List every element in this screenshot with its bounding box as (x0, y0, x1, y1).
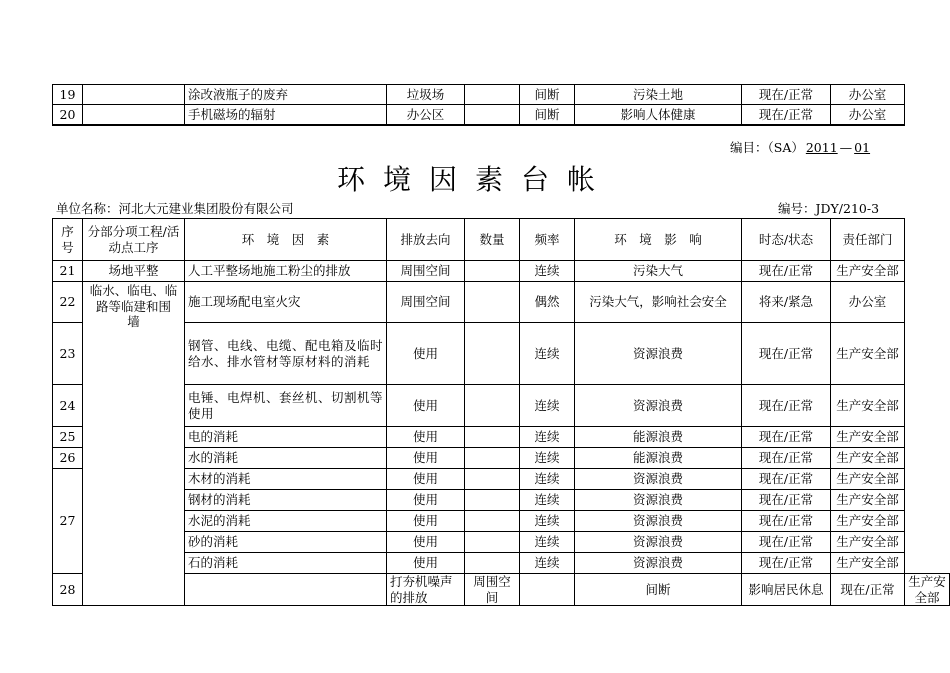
qty-cell (465, 511, 520, 532)
header-freq: 频率 (520, 219, 575, 261)
impact-cell: 能源浪费 (575, 427, 742, 448)
discharge-cell: 垃圾场 (387, 85, 465, 105)
factor-cell: 钢管、电线、电缆、配电箱及临时给水、排水管材等原材料的消耗 (185, 323, 387, 385)
row-no: 22 (53, 282, 83, 323)
table-row (53, 282, 950, 323)
qty-cell (520, 574, 575, 606)
dept-cell: 办公室 (831, 282, 905, 323)
factor-cell: 涂改液瓶子的废弃 (185, 85, 387, 105)
header-status: 时态/状态 (742, 219, 831, 261)
factor-cell: 钢材的消耗 (185, 490, 387, 511)
freq-cell: 连续 (520, 469, 575, 490)
discharge-cell: 使用 (387, 490, 465, 511)
document-number: 编号：JDY/210-3 (778, 201, 880, 216)
discharge-cell: 使用 (387, 511, 465, 532)
status-cell: 现在/正常 (742, 448, 831, 469)
dept-cell: 生产安全部 (831, 469, 905, 490)
freq-cell: 连续 (520, 448, 575, 469)
impact-cell: 资源浪费 (575, 469, 742, 490)
discharge-cell: 使用 (387, 553, 465, 574)
table-row (53, 323, 950, 385)
header-work: 分部分项工程/活动点工序 (83, 219, 185, 261)
impact-cell: 污染大气，影响社会安全 (575, 282, 742, 323)
catalog-year: 2011 (805, 140, 838, 155)
work-cell: 临水、临电、临路等临建和围 墙 (83, 282, 185, 606)
row-no: 28 (53, 574, 83, 606)
freq-cell: 连续 (520, 323, 575, 385)
qty-cell (465, 85, 520, 105)
table-row (53, 261, 950, 282)
discharge-cell: 使用 (387, 427, 465, 448)
status-cell: 现在/正常 (742, 261, 831, 282)
dept-cell: 生产安全部 (905, 574, 950, 606)
freq-cell: 连续 (520, 490, 575, 511)
status-cell: 现在/正常 (742, 511, 831, 532)
factor-cell: 手机磁场的辐射 (185, 105, 387, 126)
factor-cell: 电锤、电焊机、套丝机、切割机等使用 (185, 385, 387, 427)
row-no: 23 (53, 323, 83, 385)
discharge-cell: 使用 (387, 532, 465, 553)
qty-cell (465, 261, 520, 282)
status-cell: 现在/正常 (742, 469, 831, 490)
qty-cell (465, 385, 520, 427)
status-cell: 现在/正常 (742, 427, 831, 448)
factor-cell: 石的消耗 (185, 553, 387, 574)
factor-cell: 打夯机噪声的排放 (387, 574, 465, 606)
table-row (53, 105, 905, 126)
freq-cell: 连续 (520, 385, 575, 427)
row-no: 26 (53, 448, 83, 469)
row-no: 27 (53, 469, 83, 574)
discharge-cell: 使用 (387, 385, 465, 427)
table-row (53, 448, 950, 469)
impact-cell: 资源浪费 (575, 385, 742, 427)
dept-cell: 生产安全部 (831, 553, 905, 574)
discharge-cell: 使用 (387, 323, 465, 385)
freq-cell: 连续 (520, 261, 575, 282)
factor-cell: 水泥的消耗 (185, 511, 387, 532)
dept-cell: 生产安全部 (831, 448, 905, 469)
status-cell: 将来/紧急 (742, 282, 831, 323)
freq-cell: 偶然 (520, 282, 575, 323)
qty-cell (465, 469, 520, 490)
impact-cell: 资源浪费 (575, 511, 742, 532)
work-cell (83, 85, 185, 105)
impact-cell: 能源浪费 (575, 448, 742, 469)
unit-name: 单位名称：河北大元建业集团股份有限公司 (56, 201, 294, 216)
qty-cell (465, 427, 520, 448)
qty-cell (465, 323, 520, 385)
header-factor: 环 境 因 素 (185, 219, 387, 261)
factor-cell: 木材的消耗 (185, 469, 387, 490)
factor-cell: 电的消耗 (185, 427, 387, 448)
discharge-cell: 周围空间 (465, 574, 520, 606)
status-cell: 现在/正常 (742, 490, 831, 511)
work-cell: 场地平整 (83, 261, 185, 282)
table-row (53, 427, 950, 448)
dept-cell: 生产安全部 (831, 511, 905, 532)
header-row (53, 219, 950, 261)
qty-cell (465, 448, 520, 469)
catalog-code (730, 138, 872, 156)
dept-cell: 办公室 (831, 85, 905, 105)
header-discharge: 排放去向 (387, 219, 465, 261)
qty-cell (465, 553, 520, 574)
dept-cell: 生产安全部 (831, 532, 905, 553)
dept-cell: 生产安全部 (831, 385, 905, 427)
row-no: 19 (53, 85, 83, 105)
impact-cell: 影响人体健康 (575, 105, 742, 126)
dept-cell: 办公室 (831, 105, 905, 126)
impact-cell: 影响居民休息 (742, 574, 831, 606)
catalog-number: 01 (854, 140, 871, 155)
status-cell: 现在/正常 (742, 323, 831, 385)
table-row (53, 469, 950, 490)
discharge-cell: 周围空间 (387, 261, 465, 282)
freq-cell: 连续 (520, 427, 575, 448)
discharge-cell: 办公区 (387, 105, 465, 126)
work-cell (185, 574, 387, 606)
work-cell (83, 105, 185, 126)
row-no: 25 (53, 427, 83, 448)
status-cell: 现在/正常 (742, 85, 831, 105)
status-cell: 现在/正常 (742, 553, 831, 574)
table-row (53, 532, 950, 553)
catalog-sep: — (839, 140, 853, 155)
impact-cell: 资源浪费 (575, 323, 742, 385)
factor-cell: 水的消耗 (185, 448, 387, 469)
dept-cell: 生产安全部 (831, 490, 905, 511)
impact-cell: 资源浪费 (575, 553, 742, 574)
table-row (53, 490, 950, 511)
discharge-cell: 使用 (387, 469, 465, 490)
table-row (53, 511, 950, 532)
page-title: 环境因素台帐 (336, 163, 613, 196)
status-cell: 现在/正常 (742, 532, 831, 553)
catalog-label: 编目：（SA） (730, 140, 804, 155)
qty-cell (465, 490, 520, 511)
table-row (53, 85, 905, 105)
status-cell: 现在/正常 (742, 385, 831, 427)
header-impact: 环 境 影 响 (575, 219, 742, 261)
qty-cell (465, 532, 520, 553)
dept-cell: 生产安全部 (831, 261, 905, 282)
discharge-cell: 使用 (387, 448, 465, 469)
discharge-cell: 周围空间 (387, 282, 465, 323)
row-no: 24 (53, 385, 83, 427)
freq-cell: 间断 (520, 105, 575, 126)
freq-cell: 间断 (575, 574, 742, 606)
freq-cell: 连续 (520, 553, 575, 574)
freq-cell: 间断 (520, 85, 575, 105)
row-no: 21 (53, 261, 83, 282)
table-row (53, 553, 950, 574)
qty-cell (465, 105, 520, 126)
header-no: 序号 (53, 219, 83, 261)
header-dept: 责任部门 (831, 219, 905, 261)
table-row (53, 385, 950, 427)
impact-cell: 资源浪费 (575, 490, 742, 511)
environment-factor-table (52, 218, 950, 606)
freq-cell: 连续 (520, 532, 575, 553)
factor-cell: 人工平整场地施工粉尘的排放 (185, 261, 387, 282)
table-row (53, 574, 950, 606)
continuation-table (52, 84, 905, 126)
factor-cell: 施工现场配电室火灾 (185, 282, 387, 323)
impact-cell: 污染土地 (575, 85, 742, 105)
dept-cell: 生产安全部 (831, 427, 905, 448)
freq-cell: 连续 (520, 511, 575, 532)
status-cell: 现在/正常 (742, 105, 831, 126)
impact-cell: 污染大气 (575, 261, 742, 282)
factor-cell: 砂的消耗 (185, 532, 387, 553)
row-no: 20 (53, 105, 83, 126)
status-cell: 现在/正常 (831, 574, 905, 606)
header-qty: 数量 (465, 219, 520, 261)
dept-cell: 生产安全部 (831, 323, 905, 385)
qty-cell (465, 282, 520, 323)
impact-cell: 资源浪费 (575, 532, 742, 553)
